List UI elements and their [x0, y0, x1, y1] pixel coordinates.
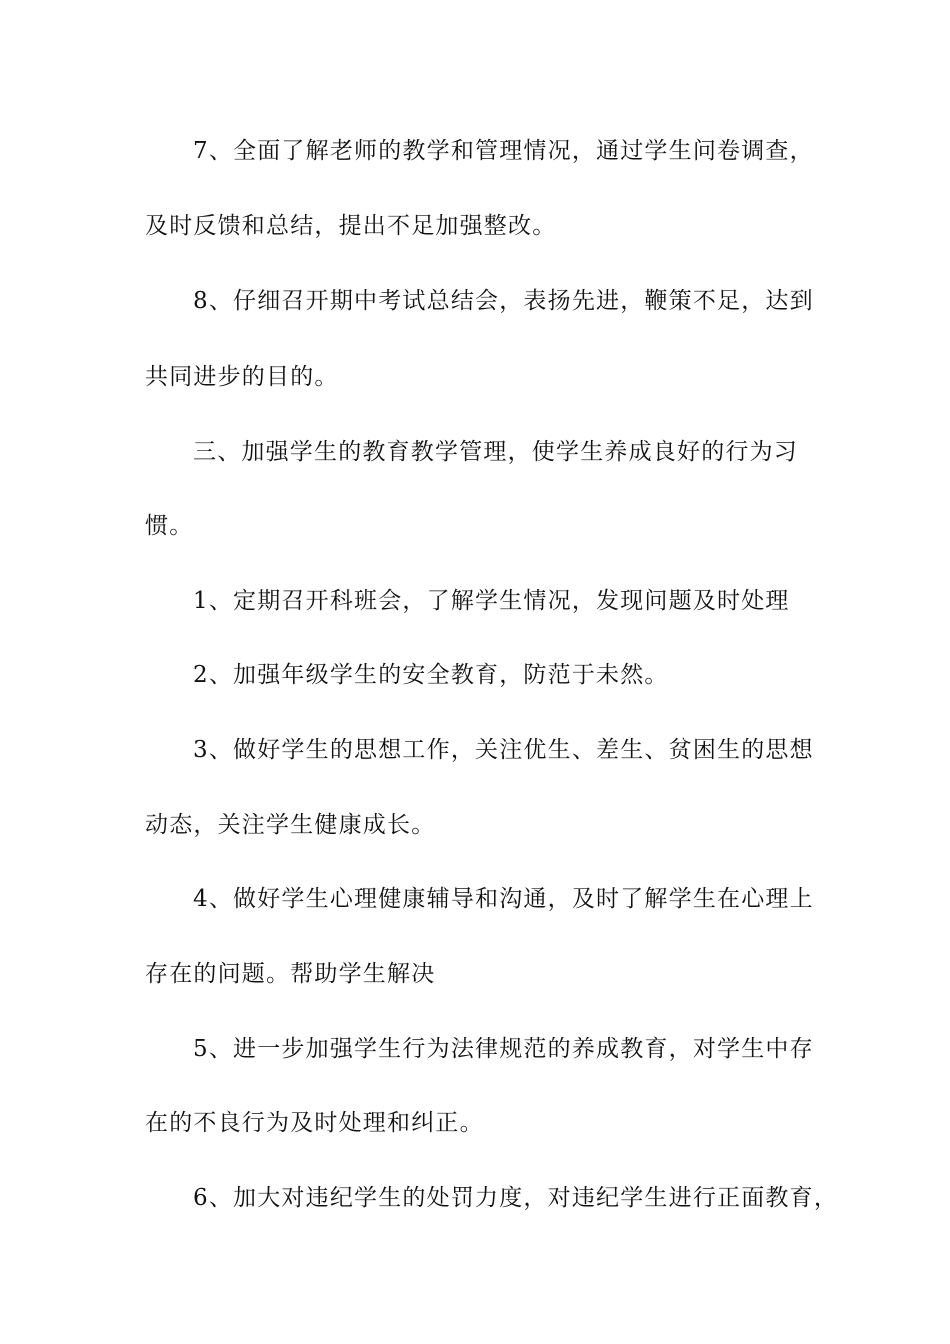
text-line: 在的不良行为及时处理和纠正。	[145, 1110, 484, 1136]
text-line: 共同进步的目的。	[145, 364, 339, 390]
text-line: 2、加强年级学生的安全教育，防范于未然。	[193, 662, 669, 688]
text-line: 8、仔细召开期中考试总结会，表扬先进，鞭策不足，达到	[193, 288, 814, 314]
text-line: 7、全面了解老师的教学和管理情况，通过学生问卷调查，	[193, 138, 814, 164]
text-line: 动态，关注学生健康成长。	[145, 812, 436, 838]
text-line: 惯。	[145, 513, 194, 539]
text-line: 存在的问题。帮助学生解决	[145, 961, 436, 987]
text-line: 4、做好学生心理健康辅导和沟通，及时了解学生在心理上	[193, 886, 814, 912]
text-line: 5、进一步加强学生行为法律规范的养成教育，对学生中存	[193, 1036, 814, 1062]
text-line: 1、定期召开科班会，了解学生情况，发现问题及时处理	[193, 588, 790, 614]
section-heading: 三、加强学生的教育教学管理，使学生养成良好的行为习	[193, 439, 798, 465]
text-line: 3、做好学生的思想工作，关注优生、差生、贫困生的思想	[193, 737, 814, 763]
text-line: 及时反馈和总结，提出不足加强整改。	[145, 213, 557, 239]
text-line: 6、加大对违纪学生的处罚力度，对违纪学生进行正面教育，	[193, 1185, 839, 1211]
